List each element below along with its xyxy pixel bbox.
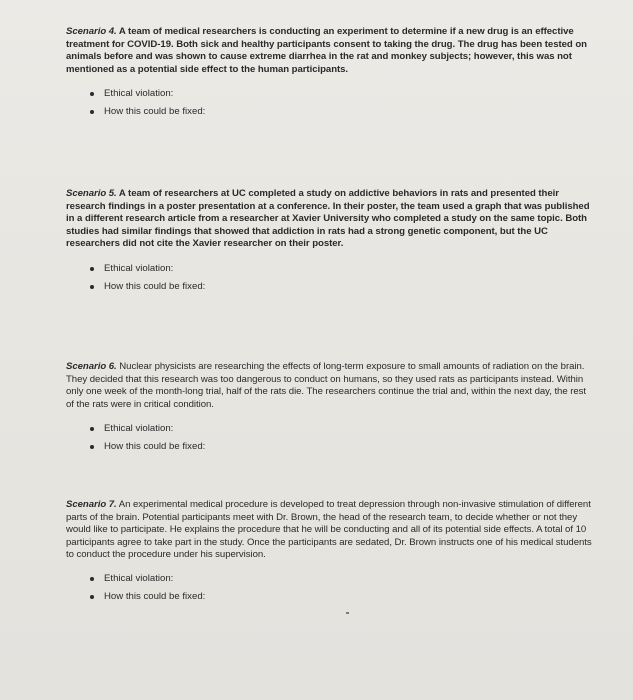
scenario-7-text [66, 499, 596, 562]
scenario-6-label: Scenario 6. [66, 361, 117, 372]
bullet-dot-icon [90, 267, 94, 271]
bullet-dot-icon [90, 445, 94, 449]
scenario-6-text [66, 361, 596, 411]
bullet-dot-icon [90, 595, 94, 599]
scenario-5-label: Scenario 5. [66, 188, 117, 199]
scenario-4-text [66, 26, 596, 76]
scenario-6-bullets [66, 423, 596, 459]
scenario-7-fix-label: How this could be fixed: [104, 590, 206, 602]
scenario-7 [66, 499, 596, 609]
scenario-4-bullets [66, 88, 596, 124]
scenario-4-body: A team of medical researchers is conducting an experiment to determine if a new drug is an effective treatment for COVID-19. Both sick and healthy participants consent to taking the drug. The drug has been tested on animals before and was shown to cause extreme diarrhea in the rat and monkey subjects; however, this was not mentioned as a potential side effect to the human participants. [66, 26, 587, 75]
scenario-7-violation-label: Ethical violation: [104, 572, 174, 584]
scenario-4-violation-item [66, 88, 596, 106]
scenario-6-fix-label: How this could be fixed: [104, 441, 206, 453]
scenario-4-fix-item [66, 106, 596, 124]
scenario-5-fix-item [66, 281, 596, 299]
bullet-dot-icon [90, 577, 94, 581]
scenario-6-body: Nuclear physicists are researching the effects of long-term exposure to small amounts of radiation on the brain. They decided that this research was too dangerous to conduct on humans, so they used rats as participants instead. Within only one week of the month-long trial, half of the rats die. The researchers continue the trial and, within the next day, the rest of the rats were in critical condition. [66, 361, 587, 410]
scenario-5-fix-label: How this could be fixed: [104, 280, 206, 292]
bullet-dot-icon [90, 92, 94, 96]
scenario-5-violation-item [66, 263, 596, 281]
scenario-5-body: A team of researchers at UC completed a study on addictive behaviors in rats and presented their research findings in a poster presentation at a conference. In their poster, the team used a graph that was published in a different research article from a researcher at Xavier University who completed a study on the same topic. Both studies had similar findings that showed that addiction in rats had a strong genetic component, but the UC researchers did not cite the Xavier researcher on their poster. [66, 188, 590, 250]
scenario-6-violation-item [66, 423, 596, 441]
scenario-7-bullets [66, 573, 596, 609]
scenario-6 [66, 361, 596, 459]
scenario-7-fix-item [66, 591, 596, 609]
scenario-5-text [66, 188, 596, 251]
scenario-5-violation-label: Ethical violation: [104, 262, 174, 274]
scenario-7-body: An experimental medical procedure is developed to treat depression through non-invasive stimulation of different parts of the brain. Potential participants meet with Dr. Brown, the head of the research team, to decide whether or not they would like to participate. He explains the procedure that he will be conducting and all of its potential side effects. A total of 10 participants agree to take part in the study. Once the participants are sedated, Dr. Brown instructs one of his medical students to conduct the procedure under his supervision. [66, 499, 592, 561]
scenario-4-fix-label: How this could be fixed: [104, 106, 206, 118]
bullet-dot-icon [90, 427, 94, 431]
scenario-7-violation-item [66, 573, 596, 591]
scenario-4 [66, 26, 596, 124]
bullet-dot-icon [90, 285, 94, 289]
scenario-5-bullets [66, 263, 596, 299]
scenario-6-violation-label: Ethical violation: [104, 423, 174, 435]
stray-mark [346, 612, 349, 614]
bullet-dot-icon [90, 110, 94, 114]
scenario-7-label: Scenario 7. [66, 499, 117, 510]
scenario-4-label: Scenario 4. [66, 26, 117, 37]
scenario-5 [66, 188, 596, 299]
scenario-4-violation-label: Ethical violation: [104, 88, 174, 100]
scenario-6-fix-item [66, 441, 596, 459]
